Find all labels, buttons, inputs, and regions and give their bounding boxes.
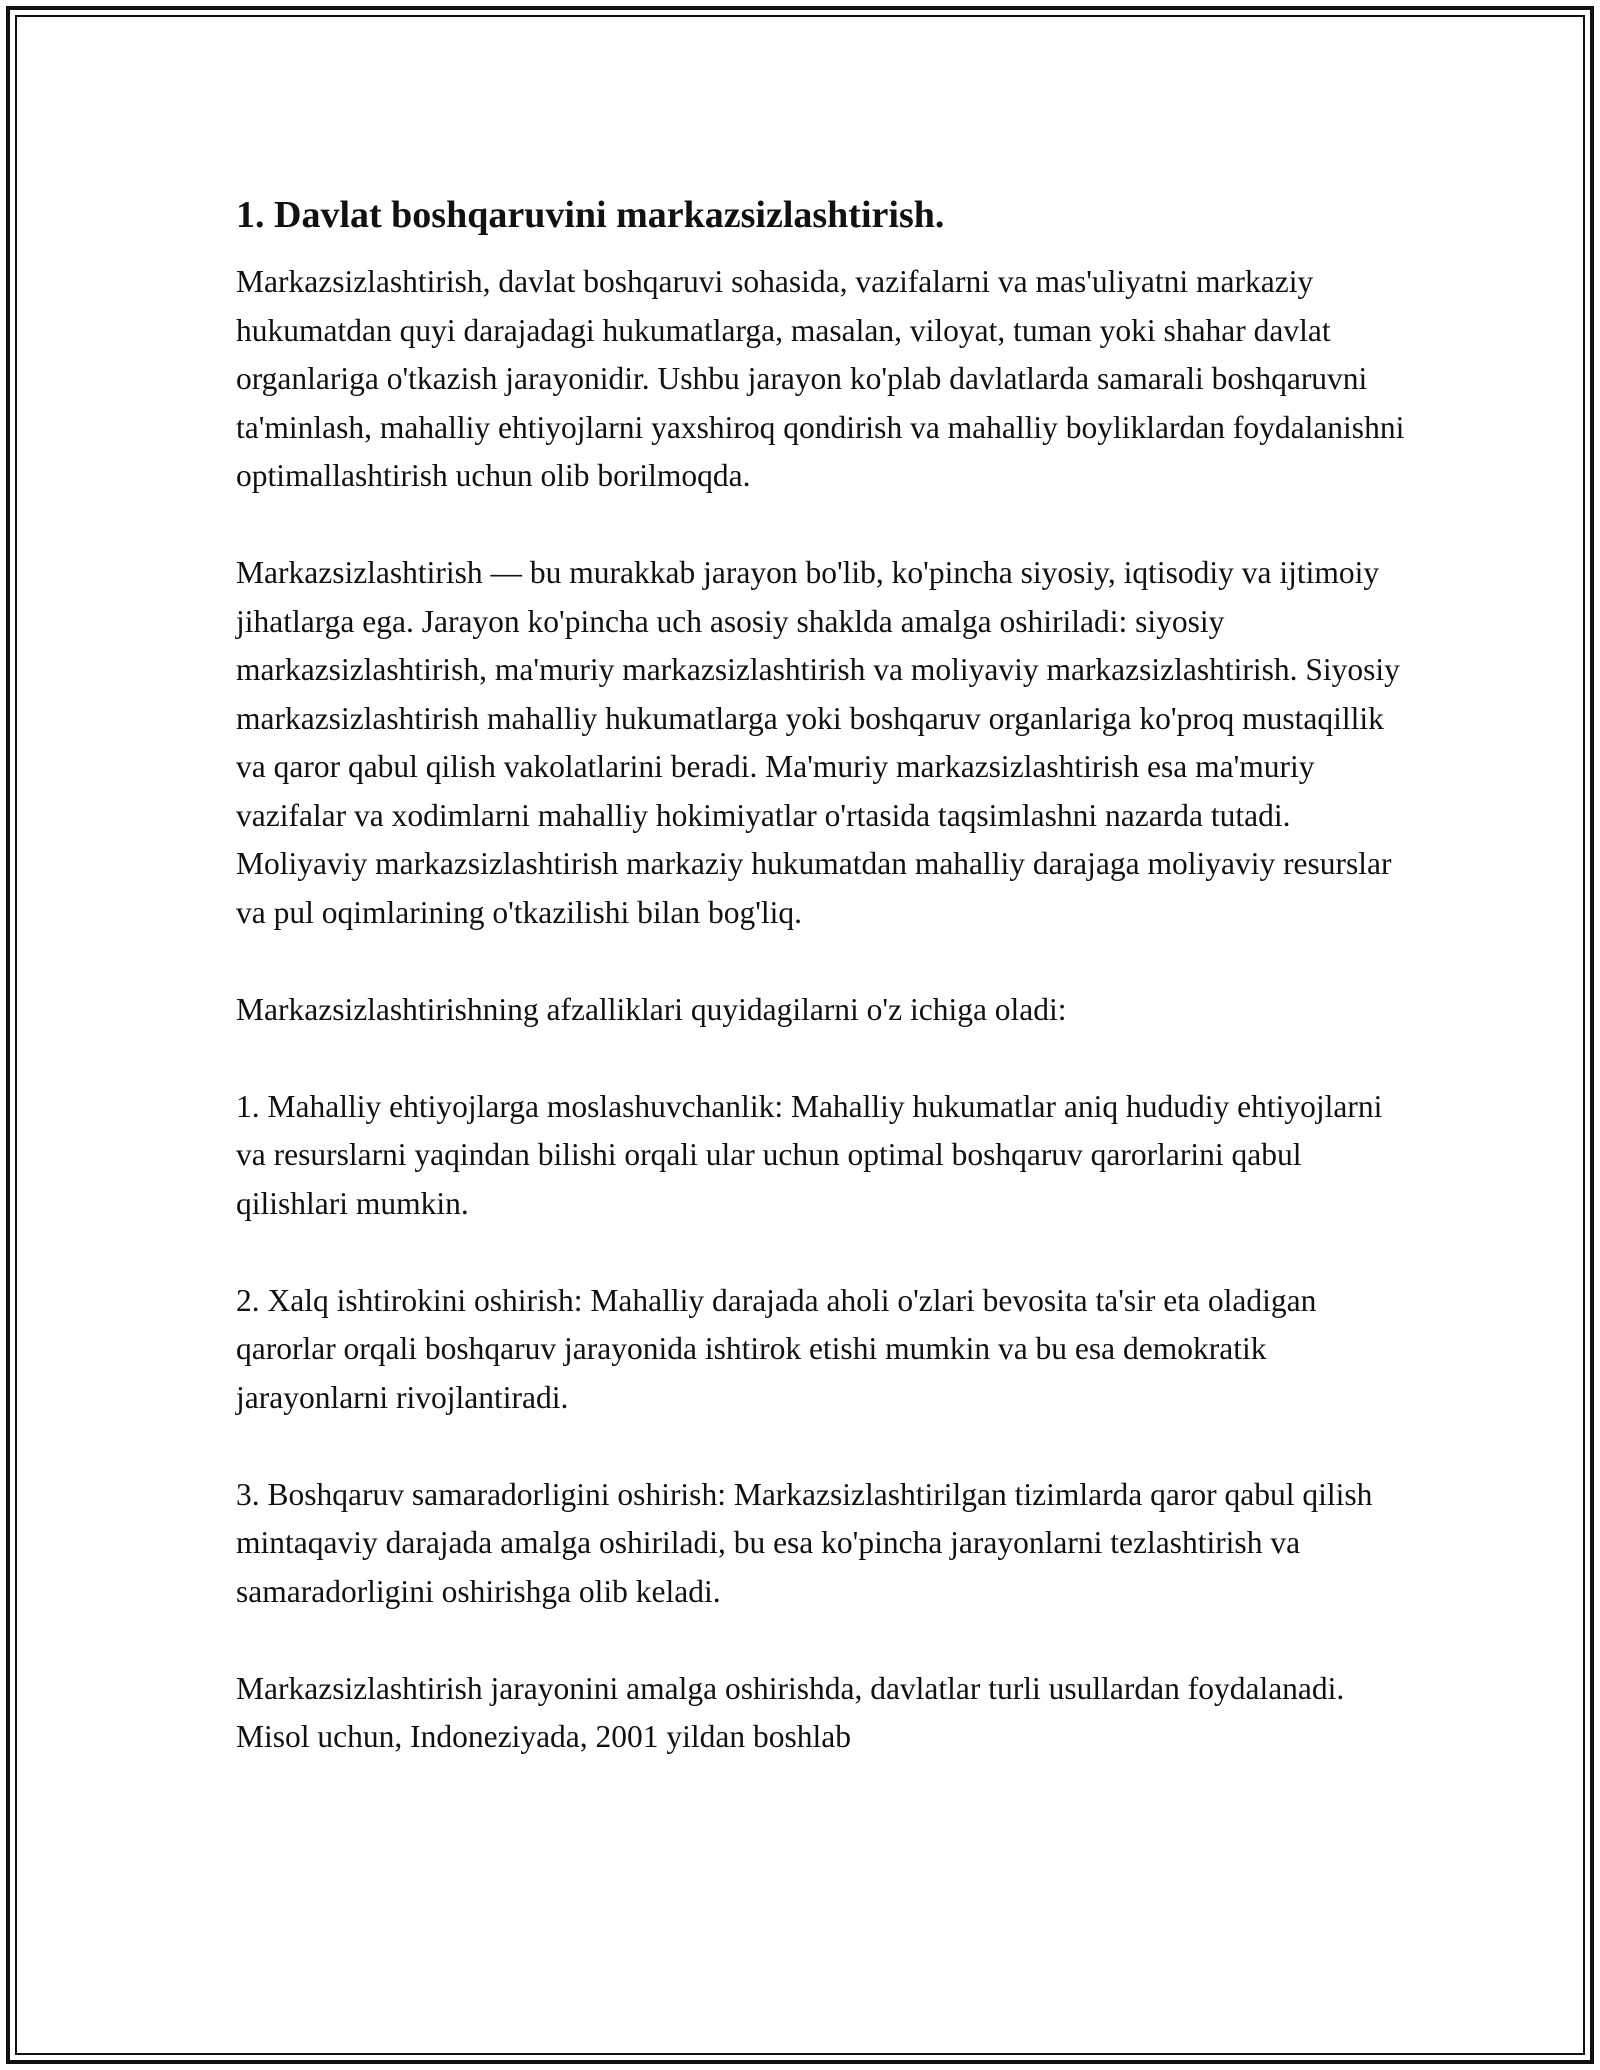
list-item-2: 2. Xalq ishtirokini oshirish: Mahalliy darajada aholi o'zlari bevosita ta'sir eta oladigan qarorlar orqali boshqaruv jarayonida ishtirok etishi mumkin va bu esa demokratik jarayonlarni rivojlantiradi. xyxy=(236,1282,1317,1415)
list-item-3: 3. Boshqaruv samaradorligini oshirish: Markazsizlashtirilgan tizimlarda qaror qabul qilish mintaqaviy darajada amalga oshiriladi, bu esa ko'pincha jarayonlarni tezlashtirish va samaradorligini oshirishga olib keladi. xyxy=(236,1476,1373,1609)
paragraph-advantages-intro: Markazsizlashtirishning afzalliklari quyidagilarni o'z ichiga oladi: xyxy=(236,991,1067,1027)
paragraph-implementation: Markazsizlashtirish jarayonini amalga oshirishda, davlatlar turli usullardan foydalanadi. Misol uchun, Indoneziyada, 2001 yildan boshlab xyxy=(236,1670,1345,1754)
list-item-1: 1. Mahalliy ehtiyojlarga moslashuvchanlik: Mahalliy hukumatlar aniq hududiy ehtiyojlarni va resurslarni yaqindan bilishi orqali ular uchun optimal boshqaruv qarorlarini qabul qilishlari mumkin. xyxy=(236,1088,1383,1221)
document-title: 1. Davlat boshqaruvini markazsizlashtirish. xyxy=(236,194,945,236)
document-body xyxy=(236,186,1406,1762)
paragraph-forms: Markazsizlashtirish — bu murakkab jarayon bo'lib, ko'pincha siyosiy, iqtisodiy va ijtimoiy jihatlarga ega. Jarayon ko'pincha uch asosiy shaklda amalga oshiriladi: siyosiy markazsizlashtirish, ma'muriy markazsizlashtirish va moliyaviy markazsizlashtirish. Siyosiy markazsizlashtirish mahalliy hukumatlarga yoki boshqaruv organlariga ko'proq mustaqillik va qaror qabul qilish vakolatlarini beradi. Ma'muriy markazsizlashtirish esa ma'muriy vazifalar va xodimlarni mahalliy hokimiyatlar o'rtasida taqsimlashni nazarda tutadi. Moliyaviy markazsizlashtirish markaziy hukumatdan mahalliy darajaga moliyaviy resurslar va pul oqimlarining o'tkazilishi bilan bog'liq. xyxy=(236,555,1400,930)
paragraph-intro: Markazsizlashtirish, davlat boshqaruvi sohasida, vazifalarni va mas'uliyatni markaziy hukumatdan quyi darajadagi hukumatlarga, masalan, viloyat, tuman yoki shahar davlat organlariga o'tkazish jarayonidir. Ushbu jarayon ko'plab davlatlarda samarali boshqaruvni ta'minlash, mahalliy ehtiyojlarni yaxshiroq qondirish va mahalliy boyliklardan foydalanishni optimallashtirish uchun olib borilmoqda. xyxy=(236,264,1405,493)
